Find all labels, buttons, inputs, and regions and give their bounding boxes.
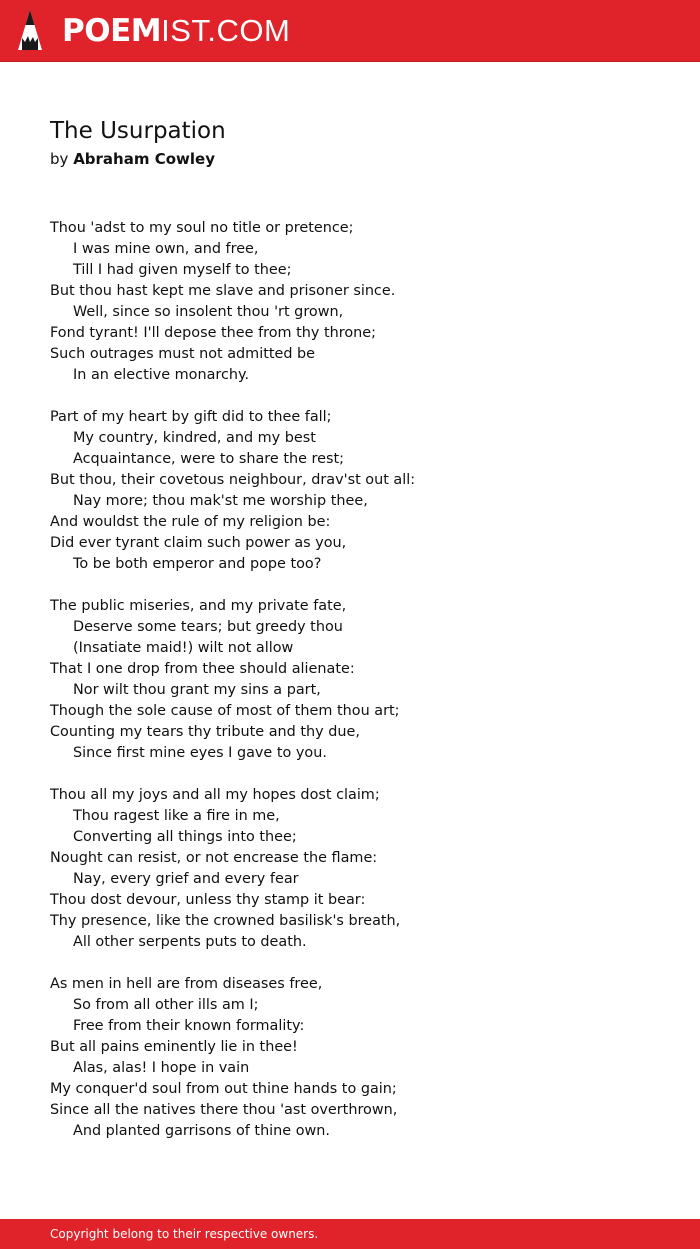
poem-line: That I one drop from thee should alienate: <box>50 661 355 677</box>
poem-line: The public miseries, and my private fate, <box>50 598 347 614</box>
site-footer <box>0 1219 700 1249</box>
poem-line: All other serpents puts to death. <box>73 934 307 950</box>
poem-line: And wouldst the rule of my religion be: <box>50 514 331 530</box>
poem-line: Since first mine eyes I gave to you. <box>73 745 327 761</box>
copyright-text: Copyright belong to their respective owners. <box>50 1227 319 1241</box>
poem-title: The Usurpation <box>50 118 226 144</box>
poem-line: In an elective monarchy. <box>73 367 250 383</box>
site-header <box>0 0 700 62</box>
poem-line: So from all other ills am I; <box>73 997 259 1013</box>
poem-line: My country, kindred, and my best <box>73 430 316 446</box>
stanza <box>50 596 670 764</box>
poem-line: As men in hell are from diseases free, <box>50 976 323 992</box>
by-prefix: by <box>50 150 69 168</box>
poem-line: Counting my tears thy tribute and thy due, <box>50 724 360 740</box>
poem-line: To be both emperor and pope too? <box>73 556 322 572</box>
poem-line: Thou dost devour, unless thy stamp it bear: <box>50 892 366 908</box>
poem-line: Nor wilt thou grant my sins a part, <box>73 682 321 698</box>
poem-line: Though the sole cause of most of them thou art; <box>50 703 400 719</box>
poem-line: Thou all my joys and all my hopes dost claim; <box>50 787 380 803</box>
poem-line: (Insatiate maid!) wilt not allow <box>73 640 294 656</box>
poem-line: My conquer'd soul from out thine hands to gain; <box>50 1081 397 1097</box>
poem-line: Acquaintance, were to share the rest; <box>73 451 344 467</box>
poem-line: Thou 'adst to my soul no title or pretence; <box>50 220 354 236</box>
author-name[interactable]: Abraham Cowley <box>73 150 215 168</box>
poem-line: But thou, their covetous neighbour, drav'st out all: <box>50 472 416 488</box>
poem-line: Part of my heart by gift did to thee fall; <box>50 409 332 425</box>
poem-line: Thy presence, like the crowned basilisk's breath, <box>50 913 401 929</box>
site-logo[interactable] <box>62 11 290 51</box>
poem-line: Till I had given myself to thee; <box>73 262 292 278</box>
poem-line: Nay, every grief and every fear <box>73 871 299 887</box>
poem-line: Such outrages must not admitted be <box>50 346 316 362</box>
stanza <box>50 218 670 386</box>
poem-line: I was mine own, and free, <box>73 241 259 257</box>
poem-line: Thou ragest like a fire in me, <box>73 808 280 824</box>
poem-line: Alas, alas! I hope in vain <box>73 1060 250 1076</box>
logo-bold-text: POEM <box>62 13 162 49</box>
poem-line: Converting all things into thee; <box>73 829 297 845</box>
poem-line: But all pains eminently lie in thee! <box>50 1039 298 1055</box>
poem-body <box>50 218 670 1163</box>
poem-line: Did ever tyrant claim such power as you, <box>50 535 347 551</box>
poem-line: Deserve some tears; but greedy thou <box>73 619 343 635</box>
stanza <box>50 407 670 575</box>
poem-line: But thou hast kept me slave and prisoner since. <box>50 283 396 299</box>
poem-line: Nay more; thou mak'st me worship thee, <box>73 493 368 509</box>
poem-line: Free from their known formality: <box>73 1018 305 1034</box>
poem-line: Since all the natives there thou 'ast overthrown, <box>50 1102 398 1118</box>
poem-line: Fond tyrant! I'll depose thee from thy throne; <box>50 325 376 341</box>
logo-light-text: IST.COM <box>161 13 291 48</box>
poem-line: Nought can resist, or not encrease the flame: <box>50 850 378 866</box>
stanza <box>50 785 670 953</box>
stanza <box>50 974 670 1142</box>
poem-line: And planted garrisons of thine own. <box>73 1123 331 1139</box>
poem-line: Well, since so insolent thou 'rt grown, <box>73 304 344 320</box>
byline <box>50 148 215 170</box>
pencil-logo-icon[interactable] <box>17 9 43 51</box>
